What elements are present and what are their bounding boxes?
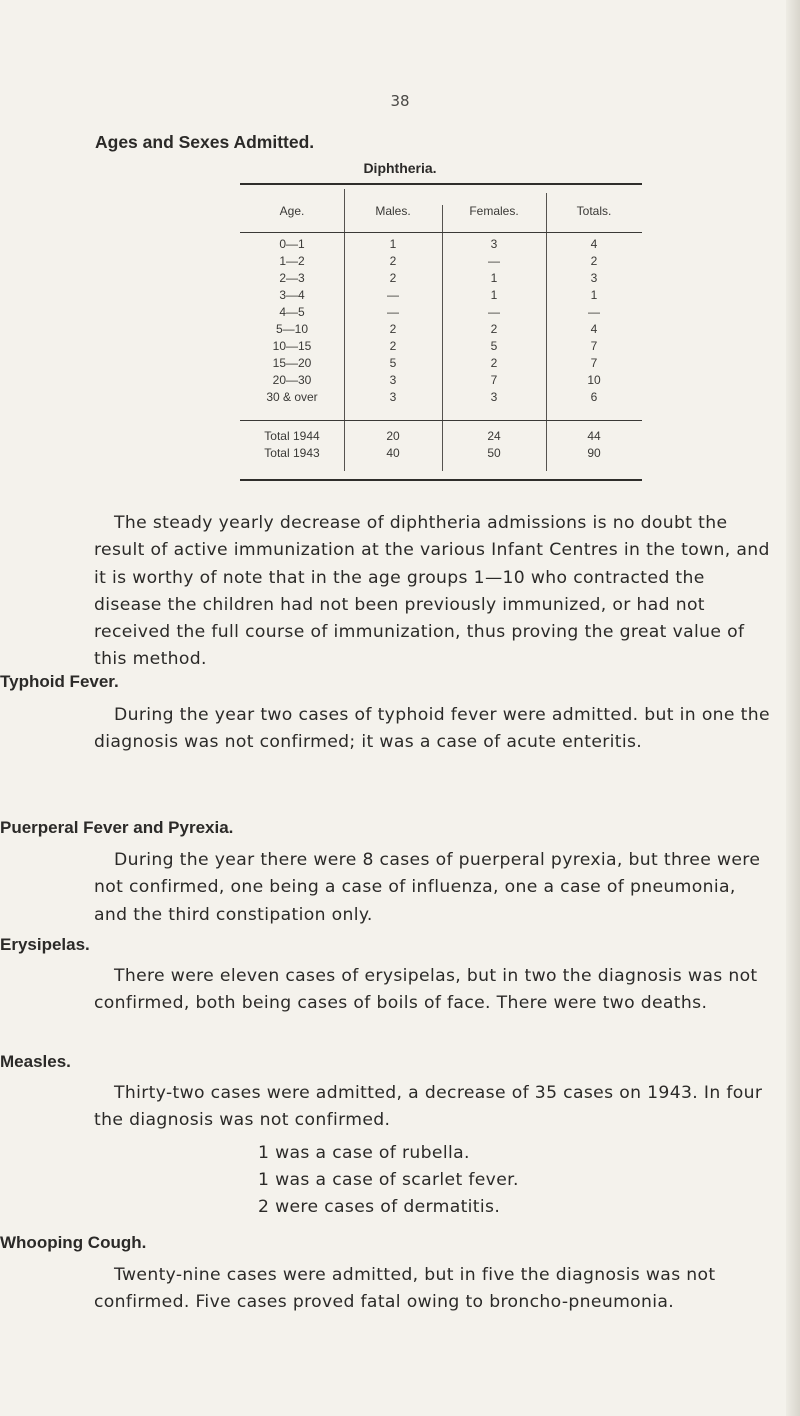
typhoid-heading: Typhoid Fever. <box>0 672 119 691</box>
puerperal-paragraph <box>94 847 774 929</box>
cell-totals: 1 <box>590 288 598 302</box>
cell-totals: 44 <box>587 429 601 443</box>
cell-age: 15—20 <box>272 356 312 370</box>
table-row <box>240 253 642 269</box>
measles-paragraph <box>94 1080 774 1135</box>
typhoid-paragraph <box>94 702 774 757</box>
cell-males: — <box>387 288 399 302</box>
cell-females: — <box>488 254 500 268</box>
cell-females: 1 <box>490 288 498 302</box>
cell-males: 2 <box>389 254 397 268</box>
table-header-rule <box>240 232 642 233</box>
cell-females: 2 <box>490 356 498 370</box>
cell-age: 20—30 <box>272 373 312 387</box>
cell-totals: 90 <box>587 446 601 460</box>
cell-age: 10—15 <box>272 339 312 353</box>
cell-totals: 4 <box>590 237 598 251</box>
table-row <box>240 355 642 371</box>
cell-females: 2 <box>490 322 498 336</box>
table-top-rule <box>240 183 642 185</box>
cell-totals: 3 <box>590 271 598 285</box>
page-number: 38 <box>390 92 410 110</box>
measles-heading: Measles. <box>0 1052 71 1071</box>
header-age: Age. <box>279 204 305 218</box>
whooping-cough-paragraph <box>94 1262 774 1317</box>
cell-males: 3 <box>389 390 397 404</box>
whooping-cough-heading: Whooping Cough. <box>0 1233 147 1252</box>
cell-age: 4—5 <box>279 305 305 319</box>
diphtheria-table <box>240 183 642 483</box>
cell-females: 50 <box>487 446 501 460</box>
cell-age: 0—1 <box>279 237 305 251</box>
puerperal-heading: Puerperal Fever and Pyrexia. <box>0 818 234 837</box>
diphtheria-text: The steady yearly decrease of diphtheria admissions is no doubt the result of active immunization at the various Infant Centres in the town, and it is worthy of note that in the age groups 1—10 who contracted the disease the children had not been previously immunized, or had not received the full course of immunization, thus proving the great value of this method. <box>94 513 770 670</box>
cell-age: 30 & over <box>266 390 318 404</box>
cell-age: 2—3 <box>279 271 305 285</box>
cell-age: 5—10 <box>275 322 309 336</box>
cell-totals: — <box>588 305 600 319</box>
page-edge <box>786 0 800 1416</box>
table-row <box>240 338 642 354</box>
erysipelas-heading: Erysipelas. <box>0 935 90 954</box>
table-row <box>240 304 642 320</box>
table-row <box>240 270 642 286</box>
header-females: Females. <box>469 204 519 218</box>
table-totals-rule <box>240 420 642 421</box>
cell-males: 1 <box>389 237 397 251</box>
cell-totals: 2 <box>590 254 598 268</box>
table-title: Diphtheria. <box>363 160 437 176</box>
measles-item: 1 was a case of rubella. <box>258 1143 470 1163</box>
cell-males: 2 <box>389 322 397 336</box>
measles-item: 1 was a case of scarlet fever. <box>258 1170 519 1190</box>
measles-text: Thirty-two cases were admitted, a decrease of 35 cases on 1943. In four the diagnosis was not confirmed. <box>94 1083 763 1131</box>
cell-males: 20 <box>386 429 400 443</box>
cell-totals: 10 <box>587 373 601 387</box>
cell-age: Total 1944 <box>264 429 320 443</box>
cell-males: 2 <box>389 339 397 353</box>
cell-age: Total 1943 <box>264 446 320 460</box>
cell-females: 1 <box>490 271 498 285</box>
cell-totals: 7 <box>590 339 598 353</box>
erysipelas-paragraph <box>94 963 774 1018</box>
table-row <box>240 287 642 303</box>
typhoid-text: During the year two cases of typhoid fever were admitted. but in one the diagnosis was not confirmed; it was a case of acute enteritis. <box>94 705 770 753</box>
cell-totals: 7 <box>590 356 598 370</box>
header-males: Males. <box>375 204 411 218</box>
cell-age: 3—4 <box>279 288 305 302</box>
table-total-row <box>240 428 642 444</box>
table-bottom-rule <box>240 479 642 481</box>
whooping-cough-text: Twenty-nine cases were admitted, but in five the diagnosis was not confirmed. Five cases proved fatal owing to broncho-pneumonia. <box>94 1265 716 1313</box>
erysipelas-text: There were eleven cases of erysipelas, but in two the diagnosis was not confirmed, both being cases of boils of face. There were two deaths. <box>94 966 758 1014</box>
table-row <box>240 372 642 388</box>
cell-females: 24 <box>487 429 501 443</box>
section-title: Ages and Sexes Admitted. <box>95 132 315 152</box>
cell-females: 7 <box>490 373 498 387</box>
measles-item: 2 were cases of dermatitis. <box>258 1197 501 1217</box>
cell-males: — <box>387 305 399 319</box>
diphtheria-paragraph <box>94 510 774 674</box>
cell-totals: 6 <box>590 390 598 404</box>
cell-females: 5 <box>490 339 498 353</box>
cell-females: — <box>488 305 500 319</box>
cell-males: 2 <box>389 271 397 285</box>
cell-totals: 4 <box>590 322 598 336</box>
header-totals: Totals. <box>576 204 612 218</box>
cell-males: 5 <box>389 356 397 370</box>
cell-males: 40 <box>386 446 400 460</box>
table-row <box>240 389 642 405</box>
cell-females: 3 <box>490 390 498 404</box>
cell-age: 1—2 <box>279 254 305 268</box>
table-row <box>240 321 642 337</box>
table-total-row <box>240 445 642 461</box>
cell-males: 3 <box>389 373 397 387</box>
puerperal-text: During the year there were 8 cases of puerperal pyrexia, but three were not confirmed, one being a case of influenza, one a case of pneumonia, and the third constipation only. <box>94 850 761 925</box>
table-row <box>240 236 642 252</box>
cell-females: 3 <box>490 237 498 251</box>
